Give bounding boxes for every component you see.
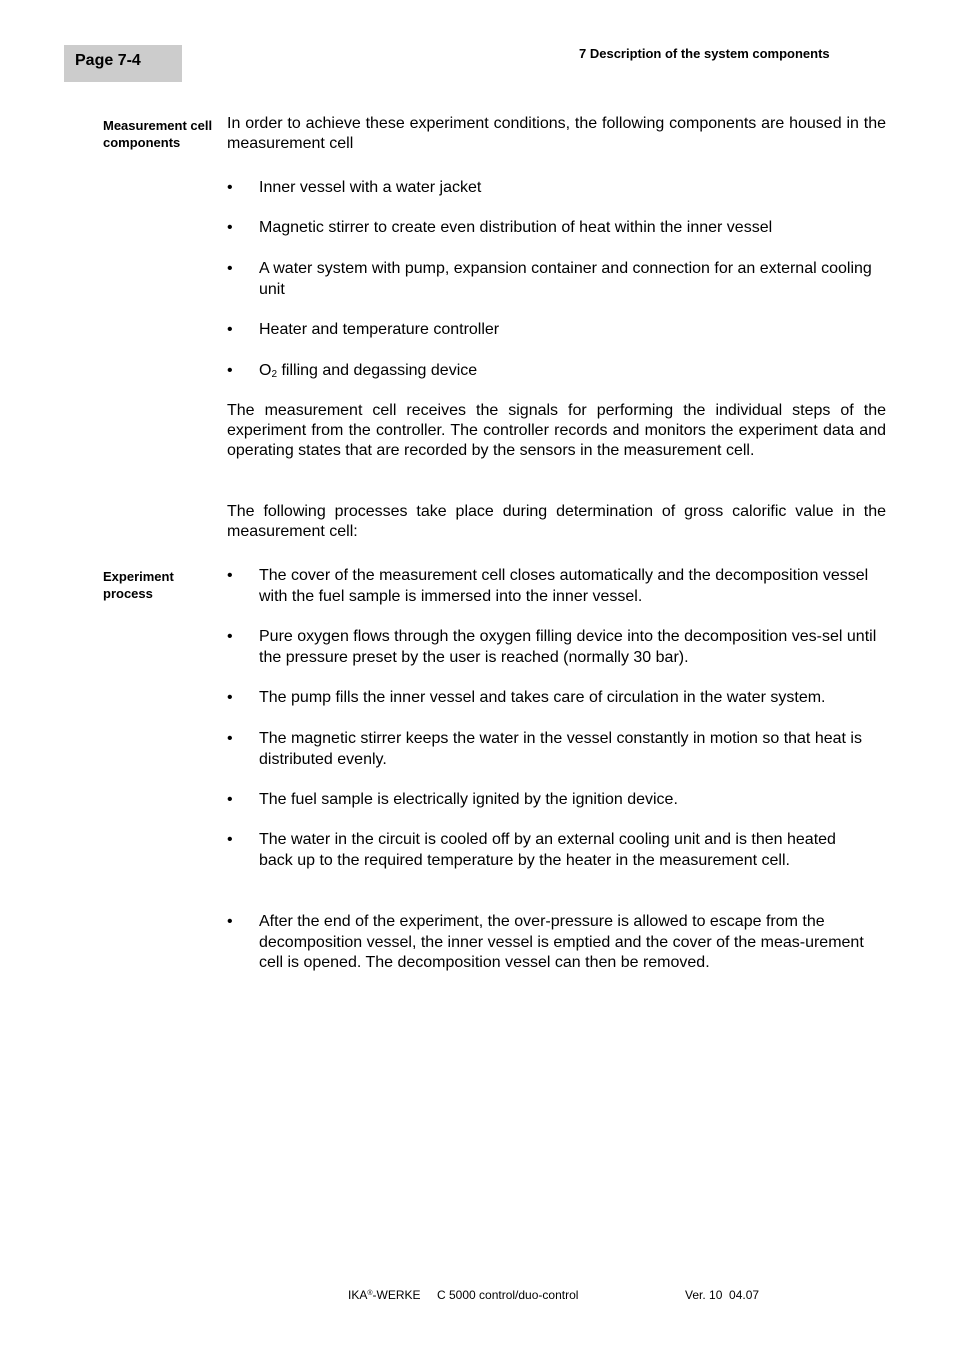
intro-paragraph: In order to achieve these experiment conditions, the following components are housed in the measurement cell (227, 115, 886, 152)
list-item: • Magnetic stirrer to create even distribution of heat within the inner vessel (227, 218, 887, 239)
list-item: • The fuel sample is electrically ignited by the ignition device. (227, 790, 887, 811)
bullet-icon: • (227, 179, 233, 196)
bullet-icon: • (227, 628, 233, 645)
list-item: • The water in the circuit is cooled off by an external cooling unit and is then heated back up to the required temperature by the heater in the measurement cell. (227, 831, 836, 869)
footer-brand: IKA®-WERKE (348, 1288, 421, 1302)
o2-subscript: 2 (271, 369, 278, 380)
page-number: Page 7-4 (75, 52, 141, 69)
bullet-icon: • (227, 321, 233, 338)
page-number-tab (64, 45, 182, 82)
bullet-icon: • (227, 913, 233, 930)
list-item: • Pure oxygen flows through the oxygen filling device into the decomposition ves-sel until the pressure preset by the user is reached (normally 30 bar). (227, 628, 877, 666)
bullet-icon: • (227, 260, 233, 277)
list-item: • A water system with pump, expansion container and connection for an external cooling unit (227, 260, 872, 298)
bullet-icon: • (227, 362, 233, 379)
list-item: • The pump fills the inner vessel and takes care of circulation in the water system. (227, 688, 887, 709)
bullet-icon: • (227, 831, 233, 848)
processes-paragraph: The following processes take place during determination of gross calorific value in the measurement cell: (227, 503, 886, 540)
bullet-icon: • (227, 791, 233, 808)
list-item: • The cover of the measurement cell closes automatically and the decomposition vessel with the fuel sample is immersed into the inner vessel. (227, 567, 869, 605)
signals-paragraph: The measurement cell receives the signals for performing the individual steps of the experiment from the controller. The controller records and monitors the experiment data and operating states that are recorded by the sensors in the measurement cell. (227, 402, 886, 459)
list-item: • After the end of the experiment, the over-pressure is allowed to escape from the decomposition vessel, the inner vessel is emptied and the cover of the meas-urement cell is opened. The decomposition vessel can then be removed. (227, 913, 864, 971)
footer-version: Ver. 10 04.07 (685, 1288, 760, 1302)
sidebar-label-measurement: Measurement cell components (103, 118, 213, 150)
list-item: • Heater and temperature controller (227, 320, 887, 341)
chapter-title: 7 Description of the system components (579, 46, 830, 61)
o2-symbol: O (259, 362, 272, 379)
bullet-icon: • (227, 219, 233, 236)
footer-product: C 5000 control/duo-control (437, 1288, 579, 1302)
list-item: • Inner vessel with a water jacket (227, 178, 887, 199)
list-item (227, 361, 887, 382)
sidebar-label-experiment: Experiment process (103, 569, 174, 601)
bullet-icon: • (227, 730, 233, 747)
bullet-icon: • (227, 689, 233, 706)
list-item: • The magnetic stirrer keeps the water in the vessel constantly in motion so that heat is distributed evenly. (227, 730, 862, 768)
o2-text: filling and degassing device (277, 362, 478, 379)
bullet-icon: • (227, 567, 233, 584)
